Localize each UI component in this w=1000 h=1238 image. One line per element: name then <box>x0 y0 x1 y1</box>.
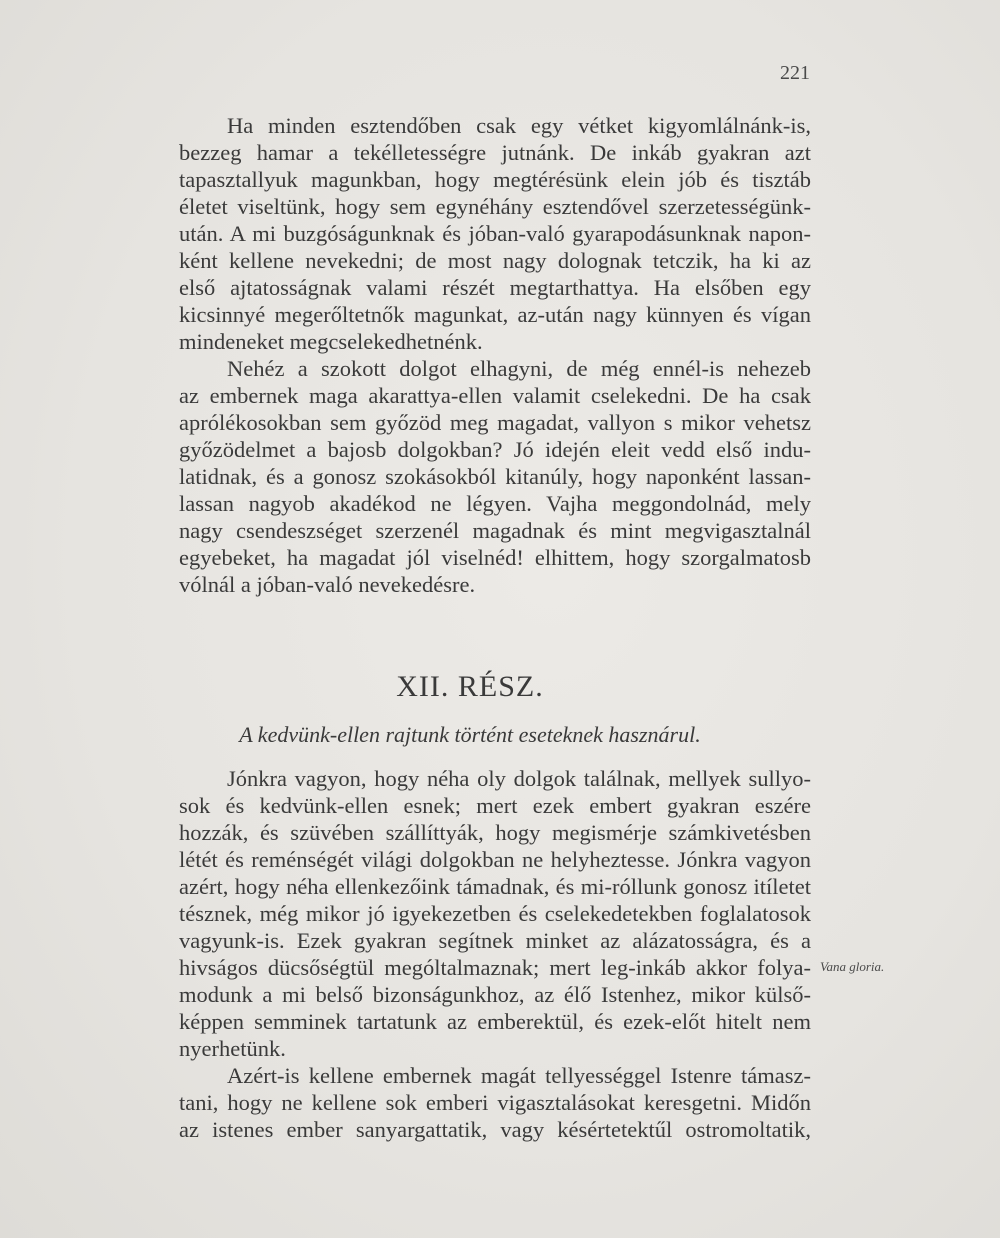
text-section-2 <box>131 765 811 1143</box>
text-line: nagy csendeszséget szerzenél magadnak és mint megvigasztalnál <box>179 518 811 543</box>
paragraph-1 <box>131 112 811 355</box>
text-line: tapasztallyuk magunkban, hogy megtérésünk elein jób és tisztáb <box>179 167 811 192</box>
text-line: latidnak, és a gonosz szokásokból kitanúly, hogy naponként lassan- <box>179 464 811 489</box>
text-line: létét és reménségét világi dolgokban ne helyheztesse. Jónkra vagyon <box>179 847 811 872</box>
chapter-subtitle: A kedvünk-ellen rajtunk történt eseteknek hasznárul. <box>239 722 701 747</box>
chapter-heading: XII. RÉSZ. <box>396 670 544 703</box>
paragraph-3 <box>131 765 811 1062</box>
text-line: modunk a mi belső bizonságunkhoz, az élő Istenhez, mikor külső- <box>179 982 811 1007</box>
text-line: azért, hogy néha ellenkezőink támadnak, és mi-róllunk gonosz itíletet <box>179 874 811 899</box>
text-line: Nehéz a szokott dolgot elhagyni, de még ennél-is nehezeb <box>227 356 811 381</box>
text-line: mindeneket megcselekedhetnénk. <box>179 329 483 354</box>
text-line: Ha minden esztendőben csak egy vétket kigyomlálnánk-is, <box>227 113 811 138</box>
text-line: tésznek, még mikor jó igyekezetben és cselekedetekben foglalatosok <box>179 901 811 926</box>
text-line: képpen semminek tartatunk az emberektül, és ezek-előt hitelt nem <box>179 1009 811 1034</box>
margin-note: Vana gloria. <box>820 959 885 974</box>
text-line: győzödelmet a bajosb dolgokban? Jó idején eleit vedd első indu- <box>179 437 811 462</box>
text-line: Azért-is kellene embernek magát tellyességgel Istenre támasz- <box>227 1063 811 1088</box>
text-line: hozzák, és szüvében szállíttyák, hogy megismérje számkivetésben <box>179 820 811 845</box>
text-line: sok és kedvünk-ellen esnek; mert ezek embert gyakran eszére <box>179 793 811 818</box>
paragraph-2 <box>131 355 811 598</box>
text-line: Jónkra vagyon, hogy néha oly dolgok találnak, mellyek sullyo- <box>227 766 811 791</box>
text-line: kicsinnyé megerőltetnők magunkat, az-után nagy künnyen és vígan <box>179 302 811 327</box>
text-line: tani, hogy ne kellene sok emberi vigasztalásokat keresgetni. Midőn <box>179 1090 811 1115</box>
text-line: első ajtatosságnak valami részét megtarthattya. Ha elsőben egy <box>179 275 811 300</box>
text-line: után. A mi buzgóságunknak és jóban-való gyarapodásunknak napon- <box>179 221 811 246</box>
text-line: életet viseltünk, hogy sem egynéhány esztendővel szerzetességünk- <box>179 194 811 219</box>
text-line: ként kellene nevekedni; de most nagy dolognak tetczik, ha ki az <box>179 248 811 273</box>
text-line: lassan nagyob akadékod ne légyen. Vajha meggondolnád, mely <box>179 491 811 516</box>
text-line: vólnál a jóban-való nevekedésre. <box>179 572 476 597</box>
paragraph-4 <box>131 1062 811 1143</box>
page-number: 221 <box>780 62 810 84</box>
text-line: aprólékosokban sem győzöd meg magadat, vallyon s mikor vehetsz <box>179 410 811 435</box>
text-section-1 <box>131 112 811 598</box>
text-line: hivságos dücsőségtül mególtalmaznak; mert leg-inkáb akkor folya- <box>179 955 811 980</box>
text-line: bezzeg hamar a tekélletességre jutnánk. De inkáb gyakran azt <box>179 140 811 165</box>
text-line: vagyunk-is. Ezek gyakran segítnek minket az alázatosságra, és a <box>179 928 811 953</box>
text-line: az istenes ember sanyargattatik, vagy késértetektűl ostromoltatik, <box>179 1117 811 1142</box>
text-line: nyerhetünk. <box>179 1036 286 1061</box>
text-line: az embernek maga akarattya-ellen valamit cselekedni. De ha csak <box>179 383 811 408</box>
text-line: egyebeket, ha magadat jól viselnéd! elhittem, hogy szorgalmatosb <box>179 545 811 570</box>
